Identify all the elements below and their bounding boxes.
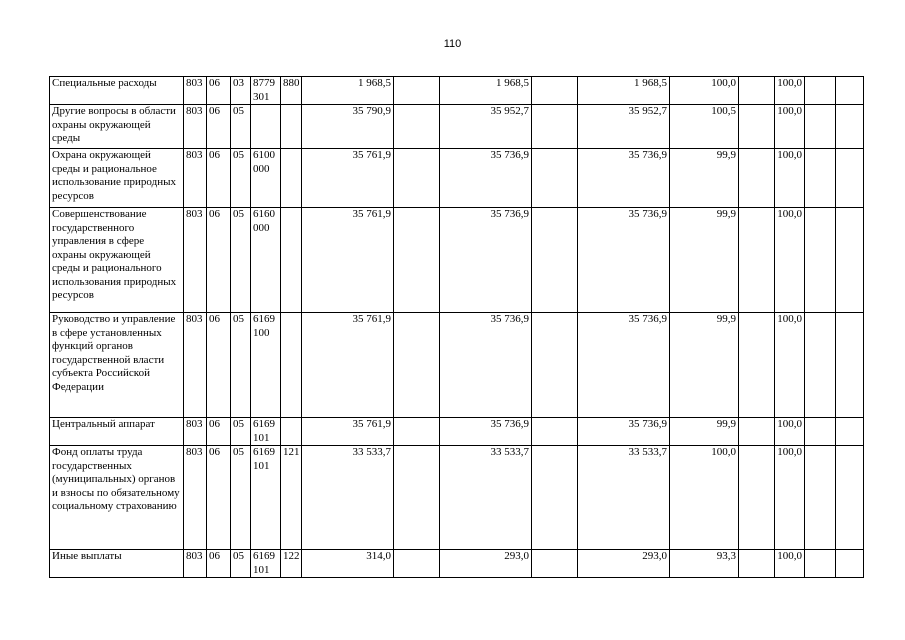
value-executed: 35 736,9 xyxy=(578,313,670,418)
value-adjusted: 35 736,9 xyxy=(440,313,532,418)
code-target-article xyxy=(251,105,281,149)
table-row xyxy=(50,105,864,149)
row-name: Фонд оплаты труда государственных (муниципальных) органов и взносы по обязательному социальному страхованию xyxy=(50,446,184,550)
empty-cell xyxy=(836,446,864,550)
percent-adjusted: 100,0 xyxy=(775,149,805,208)
value-plan: 35 761,9 xyxy=(302,313,394,418)
value-adjusted: 1 968,5 xyxy=(440,77,532,105)
code-section: 06 xyxy=(207,77,231,105)
code-section: 06 xyxy=(207,550,231,578)
empty-cell xyxy=(532,208,578,313)
table-body xyxy=(50,77,864,578)
empty-cell xyxy=(836,105,864,149)
value-executed: 35 736,9 xyxy=(578,418,670,446)
percent-plan: 100,0 xyxy=(670,446,739,550)
empty-cell xyxy=(739,77,775,105)
value-plan: 35 761,9 xyxy=(302,149,394,208)
code-ved: 803 xyxy=(184,446,207,550)
empty-cell xyxy=(394,418,440,446)
empty-cell xyxy=(805,313,836,418)
table-row xyxy=(50,77,864,105)
empty-cell xyxy=(739,149,775,208)
percent-plan: 99,9 xyxy=(670,313,739,418)
code-section: 06 xyxy=(207,446,231,550)
value-adjusted: 35 736,9 xyxy=(440,418,532,446)
code-target-article: 8779 301 xyxy=(251,77,281,105)
code-section: 06 xyxy=(207,149,231,208)
code-expense-type xyxy=(281,313,302,418)
percent-plan: 93,3 xyxy=(670,550,739,578)
budget-table xyxy=(49,76,864,578)
table-row xyxy=(50,149,864,208)
code-target-article: 6169 101 xyxy=(251,418,281,446)
code-ved: 803 xyxy=(184,77,207,105)
percent-adjusted: 100,0 xyxy=(775,550,805,578)
empty-cell xyxy=(836,208,864,313)
percent-plan: 100,0 xyxy=(670,77,739,105)
percent-adjusted: 100,0 xyxy=(775,77,805,105)
row-name: Другие вопросы в области охраны окружающей среды xyxy=(50,105,184,149)
empty-cell xyxy=(394,550,440,578)
empty-cell xyxy=(532,149,578,208)
code-subsection: 05 xyxy=(231,149,251,208)
code-ved: 803 xyxy=(184,313,207,418)
code-subsection: 03 xyxy=(231,77,251,105)
percent-adjusted: 100,0 xyxy=(775,446,805,550)
code-ved: 803 xyxy=(184,105,207,149)
empty-cell xyxy=(805,550,836,578)
percent-adjusted: 100,0 xyxy=(775,208,805,313)
percent-adjusted: 100,0 xyxy=(775,418,805,446)
code-target-article: 6160 000 xyxy=(251,208,281,313)
percent-plan: 99,9 xyxy=(670,418,739,446)
empty-cell xyxy=(532,418,578,446)
empty-cell xyxy=(805,77,836,105)
empty-cell xyxy=(739,105,775,149)
code-expense-type: 122 xyxy=(281,550,302,578)
code-ved: 803 xyxy=(184,418,207,446)
code-target-article: 6169 100 xyxy=(251,313,281,418)
value-executed: 293,0 xyxy=(578,550,670,578)
empty-cell xyxy=(739,418,775,446)
value-executed: 1 968,5 xyxy=(578,77,670,105)
code-expense-type xyxy=(281,418,302,446)
code-target-article: 6169 101 xyxy=(251,446,281,550)
row-name: Специальные расходы xyxy=(50,77,184,105)
value-plan: 35 790,9 xyxy=(302,105,394,149)
code-subsection: 05 xyxy=(231,105,251,149)
table-row xyxy=(50,550,864,578)
code-expense-type xyxy=(281,105,302,149)
empty-cell xyxy=(836,77,864,105)
percent-plan: 99,9 xyxy=(670,149,739,208)
empty-cell xyxy=(805,208,836,313)
empty-cell xyxy=(394,208,440,313)
empty-cell xyxy=(532,446,578,550)
code-section: 06 xyxy=(207,105,231,149)
code-ved: 803 xyxy=(184,550,207,578)
empty-cell xyxy=(739,208,775,313)
row-name: Руководство и управление в сфере установленных функций органов государственной власти субъекта Российской Федерации xyxy=(50,313,184,418)
empty-cell xyxy=(836,550,864,578)
empty-cell xyxy=(805,418,836,446)
empty-cell xyxy=(532,550,578,578)
value-adjusted: 33 533,7 xyxy=(440,446,532,550)
code-target-article: 6169 101 xyxy=(251,550,281,578)
code-ved: 803 xyxy=(184,149,207,208)
value-executed: 35 736,9 xyxy=(578,208,670,313)
code-section: 06 xyxy=(207,418,231,446)
code-expense-type xyxy=(281,149,302,208)
value-executed: 33 533,7 xyxy=(578,446,670,550)
value-executed: 35 736,9 xyxy=(578,149,670,208)
page-number: 110 xyxy=(443,38,462,50)
empty-cell xyxy=(394,105,440,149)
value-adjusted: 35 736,9 xyxy=(440,208,532,313)
empty-cell xyxy=(739,446,775,550)
value-adjusted: 35 736,9 xyxy=(440,149,532,208)
value-plan: 314,0 xyxy=(302,550,394,578)
code-target-article: 6100 000 xyxy=(251,149,281,208)
code-ved: 803 xyxy=(184,208,207,313)
empty-cell xyxy=(739,313,775,418)
empty-cell xyxy=(394,77,440,105)
empty-cell xyxy=(394,149,440,208)
empty-cell xyxy=(532,77,578,105)
empty-cell xyxy=(394,313,440,418)
empty-cell xyxy=(532,105,578,149)
percent-plan: 99,9 xyxy=(670,208,739,313)
code-subsection: 05 xyxy=(231,208,251,313)
empty-cell xyxy=(739,550,775,578)
value-plan: 35 761,9 xyxy=(302,208,394,313)
table-row xyxy=(50,208,864,313)
code-subsection: 05 xyxy=(231,446,251,550)
code-section: 06 xyxy=(207,208,231,313)
row-name: Охрана окружающей среды и рациональное использование природных ресурсов xyxy=(50,149,184,208)
row-name: Иные выплаты xyxy=(50,550,184,578)
code-expense-type xyxy=(281,208,302,313)
value-adjusted: 35 952,7 xyxy=(440,105,532,149)
code-subsection: 05 xyxy=(231,418,251,446)
table-row xyxy=(50,418,864,446)
empty-cell xyxy=(532,313,578,418)
code-section: 06 xyxy=(207,313,231,418)
percent-plan: 100,5 xyxy=(670,105,739,149)
table-row xyxy=(50,313,864,418)
table-row xyxy=(50,446,864,550)
code-subsection: 05 xyxy=(231,313,251,418)
empty-cell xyxy=(836,149,864,208)
empty-cell xyxy=(836,418,864,446)
empty-cell xyxy=(836,313,864,418)
value-plan: 35 761,9 xyxy=(302,418,394,446)
row-name: Центральный аппарат xyxy=(50,418,184,446)
value-adjusted: 293,0 xyxy=(440,550,532,578)
percent-adjusted: 100,0 xyxy=(775,105,805,149)
code-expense-type: 880 xyxy=(281,77,302,105)
percent-adjusted: 100,0 xyxy=(775,313,805,418)
value-plan: 33 533,7 xyxy=(302,446,394,550)
row-name: Совершенствование государственного управления в сфере охраны окружающей среды и рационального использования природных ресурсов xyxy=(50,208,184,313)
empty-cell xyxy=(805,149,836,208)
empty-cell xyxy=(805,105,836,149)
code-expense-type: 121 xyxy=(281,446,302,550)
empty-cell xyxy=(394,446,440,550)
value-executed: 35 952,7 xyxy=(578,105,670,149)
code-subsection: 05 xyxy=(231,550,251,578)
value-plan: 1 968,5 xyxy=(302,77,394,105)
empty-cell xyxy=(805,446,836,550)
